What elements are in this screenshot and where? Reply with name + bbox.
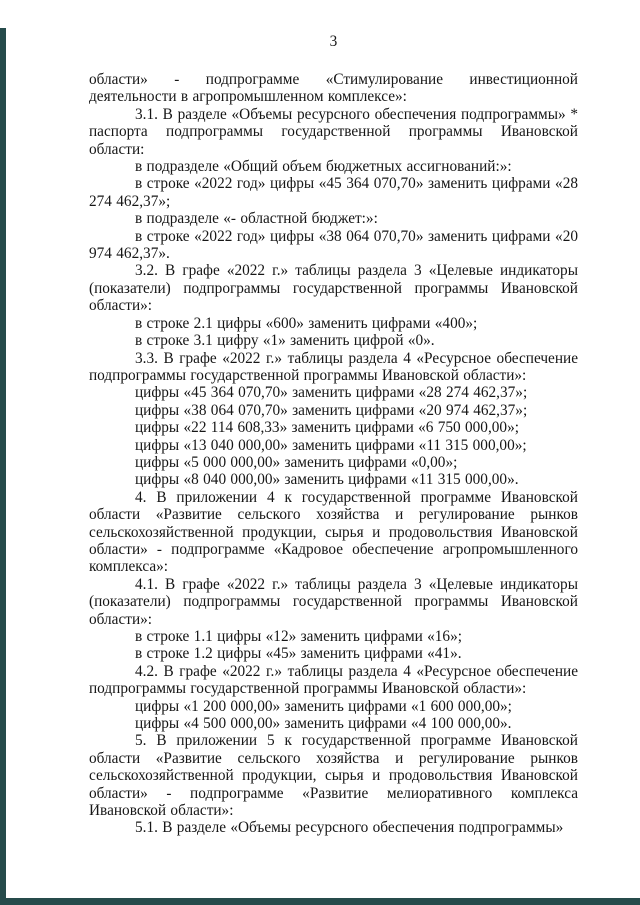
paragraph: области» - подпрограмме «Стимулирование инвестиционной деятельности в агропромышленном комплексе»: <box>89 71 578 106</box>
paragraph: цифры «1 200 000,00» заменить цифрами «1 600 000,00»; <box>135 697 512 715</box>
paragraph: 5. В приложении 5 к государственной программе Ивановской области «Развитие сельского хозяйства и регулирование рынков сельскохозяйственной продукции, сырья и продовольствия Ивановской области» - подпрограмме «Развитие мелиоративного комплекса Ивановской области»: <box>89 732 578 820</box>
paragraph: цифры «4 500 000,00» заменить цифрами «4 100 000,00». <box>135 715 512 733</box>
paragraph: 3.3. В графе «2022 г.» таблицы раздела 4 «Ресурсное обеспечение подпрограммы государственной программы Ивановской области»: <box>89 349 578 384</box>
paragraph: в строке «2022 год» цифры «45 364 070,70» заменить цифрами «28 274 462,37»; <box>89 175 578 210</box>
paragraph: 4.2. В графе «2022 г.» таблицы раздела 4 «Ресурсное обеспечение подпрограммы государственной программы Ивановской области»: <box>89 662 578 698</box>
paragraph: 4.1. В графе «2022 г.» таблицы раздела 3 «Целевые индикаторы (показатели) подпрограммы государственной программы Ивановской области»: <box>89 575 578 628</box>
page-edge-bottom <box>0 898 640 905</box>
paragraph: цифры «5 000 000,00» заменить цифрами «0,00»; <box>135 453 458 471</box>
paragraph: цифры «22 114 608,33» заменить цифрами «6 750 000,00»; <box>135 419 519 437</box>
paragraph: цифры «8 040 000,00» заменить цифрами «11 315 000,00». <box>135 471 519 489</box>
page-content <box>89 33 578 837</box>
paragraph: цифры «45 364 070,70» заменить цифрами «28 274 462,37»; <box>135 384 528 402</box>
paragraph: в подразделе «Общий объем бюджетных ассигнований:»: <box>135 158 512 176</box>
paragraph: в строке 1.2 цифры «45» заменить цифрами «41». <box>135 645 462 663</box>
page-number: 3 <box>329 33 338 50</box>
paragraph: 4. В приложении 4 к государственной программе Ивановской области «Развитие сельского хозяйства и регулирование рынков сельскохозяйственной продукции, сырья и продовольствия Ивановской области» - подпрограмме «Кадровое обеспечение агропромышленного комплекса»: <box>89 488 578 576</box>
paragraph: в строке 3.1 цифру «1» заменить цифрой «0». <box>135 332 435 350</box>
paragraph: в строке 2.1 цифры «600» заменить цифрами «400»; <box>135 314 478 332</box>
paragraph: в подразделе «- областной бюджет:»: <box>135 210 378 228</box>
paragraph: в строке «2022 год» цифры «38 064 070,70» заменить цифрами «20 974 462,37». <box>89 227 578 263</box>
page-edge-left <box>0 28 6 905</box>
paragraph: 3.1. В разделе «Объемы ресурсного обеспечения подпрограммы» * паспорта подпрограммы государственной программы Ивановской области: <box>89 105 578 158</box>
paragraph: в строке 1.1 цифры «12» заменить цифрами «16»; <box>135 628 462 645</box>
paragraph: цифры «13 040 000,00» заменить цифрами «11 315 000,00»; <box>135 436 527 454</box>
paragraph: 5.1. В разделе «Объемы ресурсного обеспечения подпрограммы» <box>135 819 564 837</box>
paragraph: цифры «38 064 070,70» заменить цифрами «20 974 462,37»; <box>135 401 528 419</box>
document-text-body <box>89 71 578 837</box>
paragraph: 3.2. В графе «2022 г.» таблицы раздела 3 «Целевые индикаторы (показатели) подпрограммы государственной программы Ивановской области»: <box>89 262 578 315</box>
